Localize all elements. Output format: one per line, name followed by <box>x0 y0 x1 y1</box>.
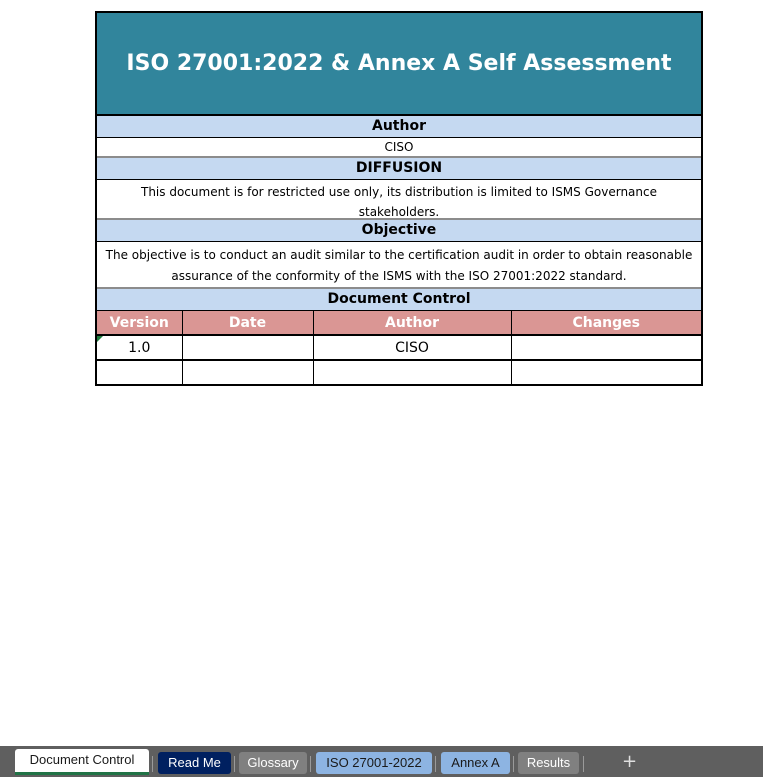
document-control-sheet <box>95 11 703 386</box>
tab-document-control[interactable] <box>15 749 149 775</box>
tab-divider <box>310 756 311 772</box>
table-row <box>97 335 701 360</box>
tab-divider <box>513 756 514 772</box>
column-header-version[interactable]: Version <box>97 311 182 335</box>
cell-changes[interactable] <box>511 360 701 384</box>
cell-date[interactable] <box>182 335 313 360</box>
diffusion-header: DIFFUSION <box>97 156 701 180</box>
cell-author[interactable]: CISO <box>313 335 511 360</box>
tab-glossary[interactable] <box>239 752 307 774</box>
document-control-header: Document Control <box>97 287 701 311</box>
tab-label: Results <box>526 755 571 770</box>
tab-label: Annex A <box>451 755 500 770</box>
error-indicator-icon <box>97 336 103 342</box>
column-header-author[interactable]: Author <box>313 311 511 335</box>
author-header: Author <box>97 115 701 138</box>
tab-label: Glossary <box>247 755 299 770</box>
cell-date[interactable] <box>182 360 313 384</box>
tab-divider <box>152 756 153 772</box>
objective-text[interactable]: The objective is to conduct an audit similar to the certification audit in order to obtain reasonable assurance of the conformity of the ISMS with the ISO 27001:2022 standard. <box>105 248 693 283</box>
tab-iso-27001-2022[interactable] <box>316 752 432 774</box>
tab-divider <box>435 756 436 772</box>
table-header-row <box>97 311 701 335</box>
tab-label: ISO 27001-2022 <box>326 755 422 770</box>
cell-author[interactable] <box>313 360 511 384</box>
cell-version-value: 1.0 <box>128 339 151 356</box>
tab-label: Read Me <box>168 755 221 770</box>
table-row <box>97 360 701 384</box>
tab-results[interactable] <box>518 752 579 774</box>
tab-divider <box>583 756 584 772</box>
plus-icon: + <box>622 751 638 772</box>
column-header-date[interactable]: Date <box>182 311 313 335</box>
tab-label: Document Control <box>29 752 135 767</box>
cell-changes[interactable] <box>511 335 701 360</box>
document-control-table <box>97 311 701 384</box>
author-value[interactable]: CISO <box>384 140 414 154</box>
cell-version[interactable] <box>97 360 182 384</box>
page-title: ISO 27001:2022 & Annex A Self Assessment <box>97 13 701 115</box>
cell-version[interactable] <box>97 335 182 360</box>
diffusion-text[interactable]: This document is for restricted use only, its distribution is limited to ISMS Governance stakeholders. <box>141 185 657 219</box>
column-header-changes[interactable]: Changes <box>511 311 701 335</box>
add-sheet-button[interactable] <box>622 751 637 773</box>
tab-divider <box>234 756 235 772</box>
tab-annex-a[interactable] <box>441 752 510 774</box>
objective-header: Objective <box>97 218 701 242</box>
tab-read-me[interactable] <box>158 752 231 774</box>
sheet-tab-bar <box>0 746 763 777</box>
